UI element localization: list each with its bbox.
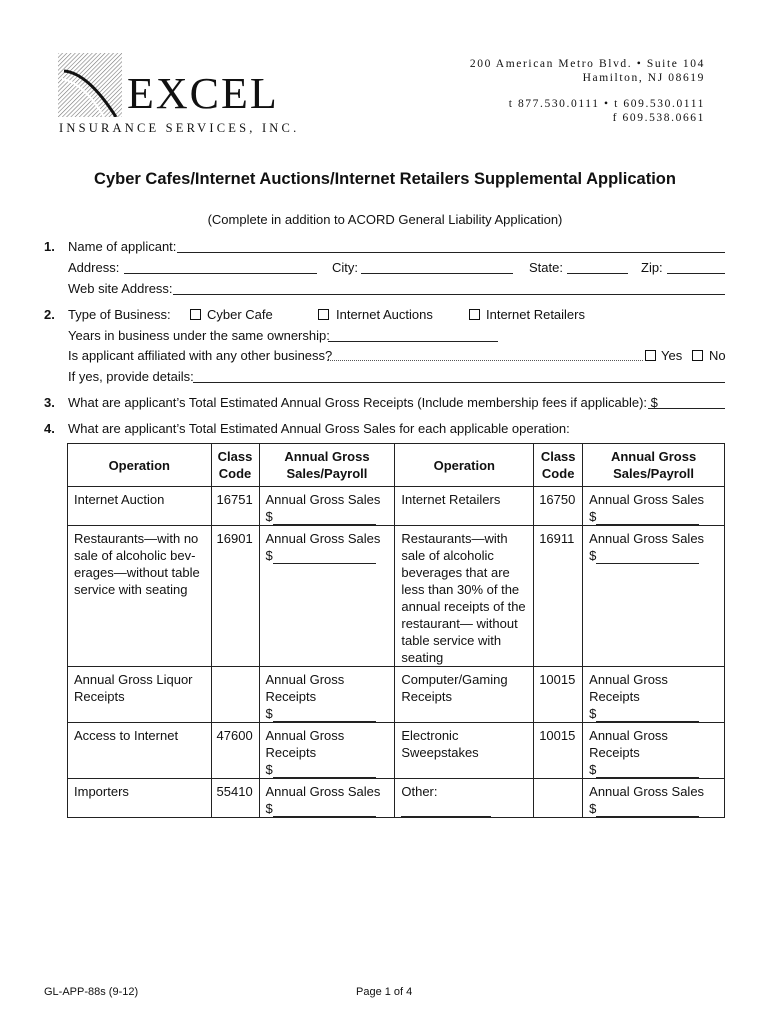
table-row — [68, 667, 725, 723]
sales-input[interactable] — [596, 765, 699, 778]
page-number: Page 1 of 4 — [356, 986, 413, 998]
header-operation-left: Operation — [68, 444, 212, 487]
header-sales-right: Annual Gross Sales/Payroll — [583, 444, 725, 487]
q4-text: What are applicant’s Total Estimated Annual Gross Sales for each applicable operation: — [68, 421, 570, 436]
class-code-cell — [534, 779, 583, 818]
state-field[interactable] — [567, 260, 628, 274]
sales-cell: Annual Gross Receipts $ — [583, 723, 725, 779]
other-operation-input[interactable] — [401, 804, 491, 817]
q2-details-row — [0, 369, 770, 387]
q1-address-row — [0, 260, 770, 278]
gross-receipts-field[interactable] — [648, 395, 725, 409]
leader-dots — [327, 348, 643, 361]
class-code-cell: 16750 — [534, 487, 583, 526]
q2-number: 2. — [44, 307, 55, 322]
operation-cell: Other: — [395, 779, 534, 818]
q2-years-row — [0, 328, 770, 346]
details-field[interactable] — [193, 369, 725, 383]
name-label: Name of applicant: — [68, 239, 177, 254]
operation-cell: Annual Gross Liquor Receipts — [68, 667, 212, 723]
sales-cell: Annual Gross Sales $ — [259, 526, 395, 667]
sales-cell: Annual Gross Receipts $ — [583, 667, 725, 723]
zip-label: Zip: — [641, 260, 663, 275]
operation-cell: Restaurants—with sale of alcoholic beverages that are less than 30% of the annual receipts of the restaurant— without table service with seating — [395, 526, 534, 667]
header-operation-right: Operation — [395, 444, 534, 487]
operation-cell: Computer/Gaming Receipts — [395, 667, 534, 723]
sales-input[interactable] — [273, 512, 376, 525]
phone-line: t 877.530.0111 • t 609.530.0111 — [508, 98, 705, 110]
class-code-cell: 55410 — [211, 779, 259, 818]
q4-row — [0, 421, 770, 439]
q1-website-row — [0, 281, 770, 299]
no-label: No — [709, 348, 726, 363]
internet-auctions-checkbox[interactable] — [318, 309, 329, 320]
q4-number: 4. — [44, 421, 55, 436]
header-class-code-left: Class Code — [211, 444, 259, 487]
logo-wordmark: EXCEL — [127, 69, 279, 118]
table-row — [68, 487, 725, 526]
sales-input[interactable] — [273, 551, 376, 564]
city-label: City: — [332, 260, 358, 275]
type-label: Type of Business: — [68, 307, 171, 322]
internet-retailers-checkbox[interactable] — [469, 309, 480, 320]
table-header-row — [68, 444, 725, 487]
company-logo — [58, 53, 122, 117]
q2-type-row — [0, 307, 770, 325]
cyber-cafe-label: Cyber Cafe — [207, 307, 273, 322]
q3-number: 3. — [44, 395, 55, 410]
operation-cell: Access to Internet — [68, 723, 212, 779]
sales-cell: Annual Gross Sales $ — [259, 487, 395, 526]
sales-input[interactable] — [596, 551, 699, 564]
city-field[interactable] — [361, 260, 513, 274]
sales-input[interactable] — [273, 709, 376, 722]
class-code-cell: 47600 — [211, 723, 259, 779]
sales-cell: Annual Gross Sales $ — [583, 779, 725, 818]
sales-cell: Annual Gross Receipts $ — [259, 723, 395, 779]
years-label: Years in business under the same ownership: — [68, 328, 330, 343]
page-title: Cyber Cafes/Internet Auctions/Internet Retailers Supplemental Application — [94, 170, 676, 188]
page-subtitle: (Complete in addition to ACORD General Liability Application) — [207, 212, 563, 227]
years-field[interactable] — [328, 328, 498, 342]
state-label: State: — [529, 260, 563, 275]
logo-emblem-icon — [58, 53, 122, 117]
table-row — [68, 526, 725, 667]
sales-cell: Annual Gross Sales $ — [583, 526, 725, 667]
fax-line: f 609.538.0661 — [612, 112, 705, 124]
address-label: Address: — [68, 260, 120, 275]
internet-auctions-label: Internet Auctions — [336, 307, 433, 322]
operation-cell: Electronic Sweepstakes — [395, 723, 534, 779]
q3-row — [0, 395, 770, 413]
operations-table — [67, 443, 725, 818]
website-label: Web site Address: — [68, 281, 173, 296]
class-code-cell — [211, 667, 259, 723]
operation-cell: Internet Retailers — [395, 487, 534, 526]
zip-field[interactable] — [667, 260, 725, 274]
q2-affiliated-row — [0, 348, 770, 366]
q1-name-row — [0, 239, 770, 257]
class-code-cell: 16751 — [211, 487, 259, 526]
logo-subtitle: INSURANCE SERVICES, INC. — [59, 121, 300, 135]
operation-cell: Restaurants—with no sale of alcoholic bev- erages—without table service with seating — [68, 526, 212, 667]
address-field[interactable] — [124, 260, 317, 274]
sales-input[interactable] — [273, 765, 376, 778]
form-id: GL-APP-88s (9-12) — [44, 986, 139, 998]
table-row — [68, 779, 725, 818]
header-class-code-right: Class Code — [534, 444, 583, 487]
sales-input[interactable] — [596, 804, 699, 817]
affiliated-no-checkbox[interactable] — [692, 350, 703, 361]
website-field[interactable] — [173, 281, 725, 295]
header-sales-left: Annual Gross Sales/Payroll — [259, 444, 395, 487]
class-code-cell: 10015 — [534, 723, 583, 779]
sales-cell: Annual Gross Sales $ — [583, 487, 725, 526]
sales-input[interactable] — [596, 512, 699, 525]
operation-cell: Importers — [68, 779, 212, 818]
sales-input[interactable] — [596, 709, 699, 722]
sales-input[interactable] — [273, 804, 376, 817]
address-line-2: Hamilton, NJ 08619 — [582, 72, 705, 84]
class-code-cell: 16911 — [534, 526, 583, 667]
operation-cell: Internet Auction — [68, 487, 212, 526]
details-label: If yes, provide details: — [68, 369, 194, 384]
address-line-1: 200 American Metro Blvd. • Suite 104 — [469, 58, 705, 70]
sales-cell: Annual Gross Receipts $ — [259, 667, 395, 723]
cyber-cafe-checkbox[interactable] — [190, 309, 201, 320]
class-code-cell: 10015 — [534, 667, 583, 723]
sales-cell: Annual Gross Sales $ — [259, 779, 395, 818]
name-field[interactable] — [177, 239, 725, 253]
internet-retailers-label: Internet Retailers — [486, 307, 585, 322]
table-row — [68, 723, 725, 779]
affiliated-yes-checkbox[interactable] — [645, 350, 656, 361]
q1-number: 1. — [44, 239, 55, 254]
q3-text: What are applicant’s Total Estimated Annual Gross Receipts (Include membership fees if applicable): $ — [68, 395, 658, 410]
class-code-cell: 16901 — [211, 526, 259, 667]
yes-label: Yes — [661, 348, 683, 363]
affiliated-label: Is applicant affiliated with any other business? — [68, 348, 333, 363]
